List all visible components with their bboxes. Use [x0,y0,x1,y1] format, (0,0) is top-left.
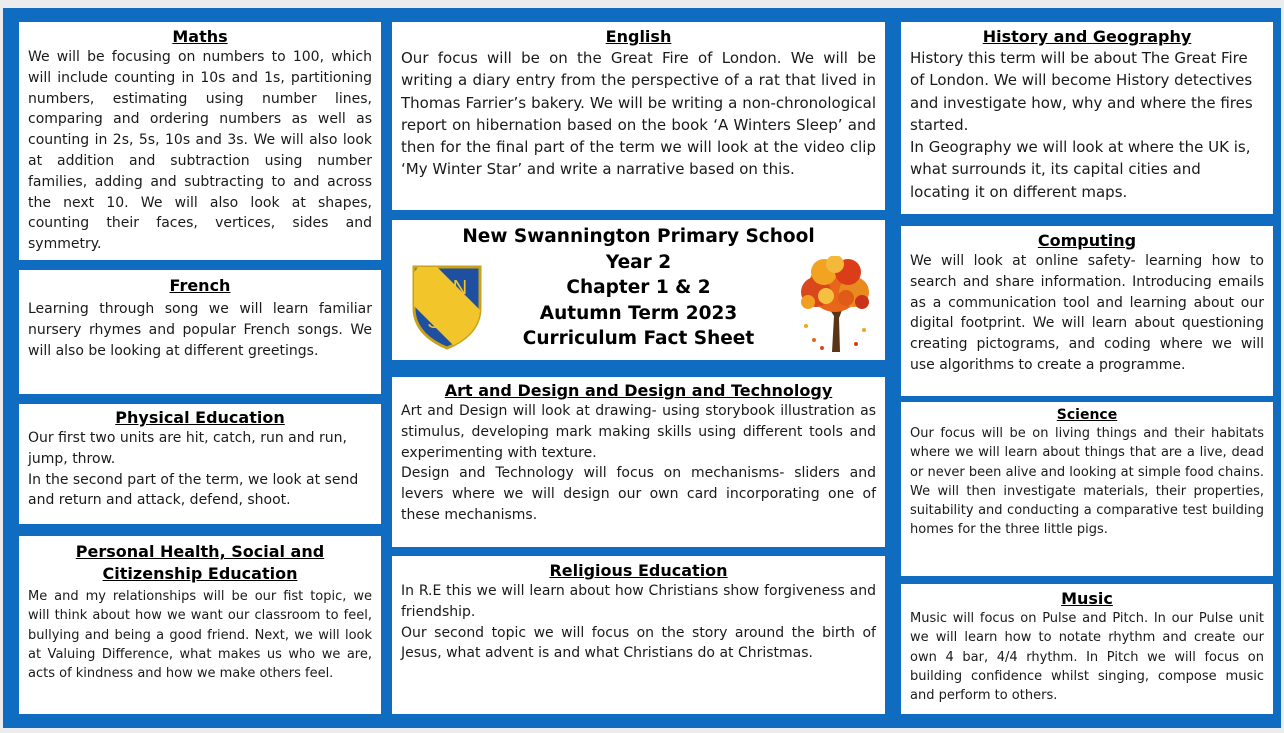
maths-text: We will be focusing on numbers to 100, which will include counting in 10s and 1s, partitioning numbers, estimating using number lines, comparing and ordering numbers as well as counting in 2s, 5s, 10s and 3s. We will also look at addition and subtraction using number families, adding and subtracting to and across the next 10. We will also look at shapes, counting their faces, vertices, sides and symmetry. [28,49,372,253]
english-text: Our focus will be on the Great Fire of London. We will be writing a diary entry from the perspective of a rat that lived in Thomas Farrier’s bakery. We will be writing a non-chronological report on hibernation based on the book ‘A Winters Sleep’ and then for the final part of the term we will look at the video clip ‘My Winter Star’ and write a narrative based on this. [401,49,876,179]
art-dt-paragraph: Design and Technology will focus on mechanisms- sliders and levers where we will design our own card incorporating one of these mechanisms. [401,465,876,523]
computing-title: Computing [1037,231,1137,250]
computing-panel [901,226,1273,396]
geography-paragraph: In Geography we will look at where the UK is, what surrounds it, its capital cities and locating it on different maps. [910,138,1251,201]
fact-sheet [3,8,1281,728]
re-text [401,581,876,664]
year-label: Year 2 [605,251,672,273]
phsce-title: Personal Health, Social and Citizenship Education [75,542,325,583]
re-paragraph: In R.E this we will learn about how Christians show forgiveness and friendship. [401,583,876,620]
music-panel [901,584,1273,714]
sheet-label: Curriculum Fact Sheet [522,328,755,349]
history-geography-title: History and Geography [982,27,1192,46]
pe-text [28,428,372,511]
science-title: Science [1056,407,1118,423]
english-title: English [605,27,672,46]
pe-paragraph: Our first two units are hit, catch, run and run, jump, throw. [28,430,347,467]
art-dt-panel [392,377,885,547]
music-title: Music [1061,589,1113,608]
chapter-label: Chapter 1 & 2 [566,277,711,298]
crest-letter-n: N [452,277,468,299]
phsce-panel [19,536,381,714]
header-panel [392,220,885,360]
computing-text: We will look at online safety- learning how to search and share information. Introducing emails as a communication tool and learning about our digital footprint. We will learn about questioning creating pictograms, and coding where we will use algorithms to create a programme. [910,253,1264,373]
maths-title: Maths [172,27,228,46]
term-label: Autumn Term 2023 [539,302,738,324]
art-dt-paragraph: Art and Design will look at drawing- using storybook illustration as stimulus, developing mark making skills using different tools and experimenting with texture. [401,403,876,461]
re-panel [392,556,885,714]
re-title: Religious Education [549,561,728,580]
history-geography-panel [901,22,1273,214]
art-dt-text [401,401,876,526]
autumn-tree-icon [796,256,874,352]
science-panel [901,402,1273,576]
crest-letter-s: S [427,311,441,333]
french-title: French [169,276,231,295]
school-name: New Swannington Primary School [462,226,815,247]
history-geography-text [910,47,1264,203]
history-paragraph: History this term will be about The Great Fire of London. We will become History detectives and investigate how, why and where the fires started. [910,49,1253,134]
french-text: Learning through song we will learn familiar nursery rhymes and popular French songs. We will also be looking at different greetings. [28,301,372,359]
french-panel [19,270,381,394]
pe-paragraph: In the second part of the term, we look at send and return and attack, defend, shoot. [28,471,359,509]
pe-panel [19,404,381,524]
art-dt-title: Art and Design and Design and Technology [444,381,833,400]
re-paragraph: Our second topic we will focus on the story around the birth of Jesus, what advent is and what Christians do at Christmas. [401,624,876,662]
maths-panel [19,22,381,260]
english-panel [392,22,885,210]
phsce-text: Me and my relationships will be our fist topic, we will think about how we want our classroom to feel, bullying and being a good friend. Next, we will look at Valuing Difference, what makes us who we are, acts of kindness and how we make others feel. [28,589,372,682]
school-crest-icon [410,264,484,350]
pe-title: Physical Education [115,408,285,427]
science-text: Our focus will be on living things and their habitats where we will learn about things that are a live, dead or never been alive and looking at simple food chains. We will then investigate materials, their properties, suitability and conducting a comparative test building homes for the three little pigs. [910,426,1264,538]
music-text: Music will focus on Pulse and Pitch. In our Pulse unit we will learn how to notate rhythm and create our own 4 bar, 4/4 rhythm. In Pitch we will focus on building confidence whilst singing, compose music and perform to others. [910,611,1264,704]
